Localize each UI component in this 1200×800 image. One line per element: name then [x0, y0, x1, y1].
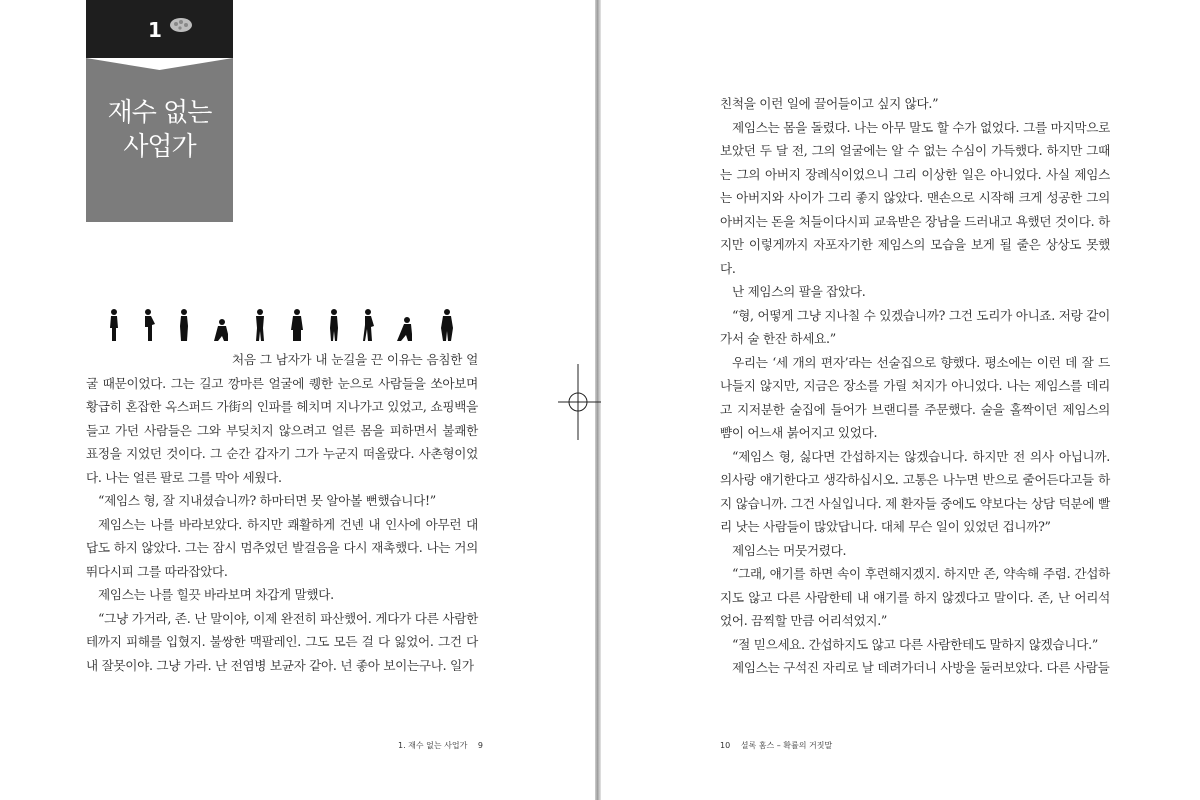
running-title: 1. 재수 없는 사업가	[398, 741, 468, 750]
left-page	[0, 0, 595, 800]
figure-icon	[108, 308, 120, 342]
figure-icon	[362, 308, 376, 342]
paragraph: “그래, 얘기를 하면 속이 후련해지겠지. 하지만 존, 약속해 주렴. 간섭하지도 않고 다른 사람한테 내 얘기를 하지 않겠다고 말이다. 존, 난 어리석었어. 끔찍할 만큼 어리석었지.”	[720, 566, 1110, 628]
figure-icon	[396, 308, 414, 342]
chapter-title	[86, 96, 233, 164]
paragraph: “제임스 형, 잘 지내셨습니까? 하마터면 못 알아볼 뻔했습니다!”	[98, 493, 436, 508]
paragraph: “그냥 가거라, 존. 난 말이야, 이제 완전히 파산했어. 게다가 다른 사람한테까지 피해를 입혔지. 불쌍한 맥팔레인. 그도 모든 걸 다 잃었어. 그건 다 내 잘못이야. 그냥 가라. 난 전염병 보균자 같아. 넌 좋아 보이는구나. 일가	[86, 610, 478, 673]
running-title: 셜록 홈스 – 확률의 거짓말	[740, 741, 833, 750]
right-page-footer	[720, 740, 832, 751]
figure-icon	[290, 308, 304, 342]
chapter-title-line2: 사업가	[123, 132, 196, 162]
chapter-title-line1: 재수 없는	[107, 98, 212, 128]
paragraph: 처음 그 남자가 내 눈길을 끈 이유는 음침한 얼굴 때문이었다. 그는 길고 깡마른 얼굴에 퀭한 눈으로 사람들을 쏘아보며 황급히 혼잡한 옥스퍼드 가街의 인파를 헤치며 지나가고 있었고, 쇼핑백을 들고 가던 사람들은 그와 부딪치지 않으려고 얼른 몸을 피하면서 불쾌한 표정을 지었던 것이다. 그 순간 갑자기 그가 누군지 떠올랐다. 사촌형이었다. 나는 얼른 팔로 그를 막아 세웠다.	[86, 352, 478, 485]
figure-icon	[254, 308, 266, 342]
paragraph: 제임스는 나를 힐끗 바라보며 차갑게 말했다.	[98, 587, 334, 602]
ornament-icon	[168, 16, 194, 34]
page-number: 10	[720, 741, 731, 750]
right-page	[601, 0, 1200, 800]
silhouette-figures-decoration	[104, 308, 464, 342]
chapter-number: 1	[148, 18, 162, 42]
registration-mark-icon	[558, 364, 598, 440]
paragraph: “절 믿으세요. 간섭하지도 않고 다른 사람한테도 말하지 않겠습니다.”	[732, 636, 1098, 652]
chapter-ribbon-top	[86, 0, 233, 58]
figure-icon	[440, 308, 454, 342]
paragraph: “제임스 형, 싫다면 간섭하지는 않겠습니다. 하지만 전 의사 아닙니까. 의사랑 얘기한다고 생각하십시오. 고통은 나누면 반으로 줄어든다고들 하지 않습니까. 그건 사실입니다. 제 환자들 중에도 약보다는 상담 덕분에 빨리 낫는 사람들이 많았답니다. 대체 무슨 일이 있었던 겁니까?”	[720, 448, 1110, 534]
figure-icon	[178, 308, 190, 342]
left-page-body-text	[86, 348, 478, 677]
figure-icon	[328, 308, 340, 342]
paragraph: 제임스는 몸을 돌렸다. 나는 아무 말도 할 수가 없었다. 그를 마지막으로 보았던 두 달 전, 그의 얼굴에는 알 수 없는 수심이 가득했다. 하지만 그때는 그의 아버지 장례식이었으니 그리 이상한 일은 아니었다. 사실 제임스는 아버지와 사이가 그리 좋지 않았다. 맨손으로 시작해 크게 성공한 그의 아버지는 돈을 처들이다시피 교육받은 장남을 드러내고 욕했던 것이다. 하지만 이렇게까지 자포자기한 제임스의 모습을 보게 될 줄은 상상도 못했다.	[720, 119, 1110, 276]
paragraph: 제임스는 머뭇거렸다.	[732, 542, 847, 558]
paragraph: “형, 어떻게 그냥 지나칠 수 있겠습니까? 그건 도리가 아니죠. 저랑 같이 가서 술 한잔 하세요.”	[720, 307, 1110, 346]
left-page-footer	[398, 740, 491, 751]
page-number: 9	[477, 741, 483, 750]
figure-icon	[212, 308, 230, 342]
paragraph: 제임스는 나를 바라보았다. 하지만 쾌활하게 건넨 내 인사에 아무런 대답도 하지 않았다. 그는 잠시 멈추었던 발걸음을 다시 재촉했다. 나는 거의 뛰다시피 그를 따라잡았다.	[86, 516, 478, 579]
paragraph: 난 제임스의 팔을 잡았다.	[732, 284, 866, 299]
paragraph: 제임스는 구석진 자리로 날 데려가더니 사방을 둘러보았다. 다른 사람들	[732, 660, 1110, 675]
paragraph: 우리는 ‘세 개의 편자’라는 선술집으로 향했다. 평소에는 이런 데 잘 드나들지 않지만, 지금은 장소를 가릴 처지가 아니었다. 나는 제임스를 데리고 지저분한 술집에 들어가 브랜디를 주문했다. 술을 홀짝이던 제임스의 뺨이 어느새 붉어지고 있었다.	[720, 354, 1110, 440]
figure-icon	[142, 308, 156, 342]
right-page-body-text	[720, 92, 1110, 680]
paragraph: 친척을 이런 일에 끌어들이고 싶지 않다.”	[720, 96, 939, 111]
chapter-ribbon	[86, 0, 233, 222]
